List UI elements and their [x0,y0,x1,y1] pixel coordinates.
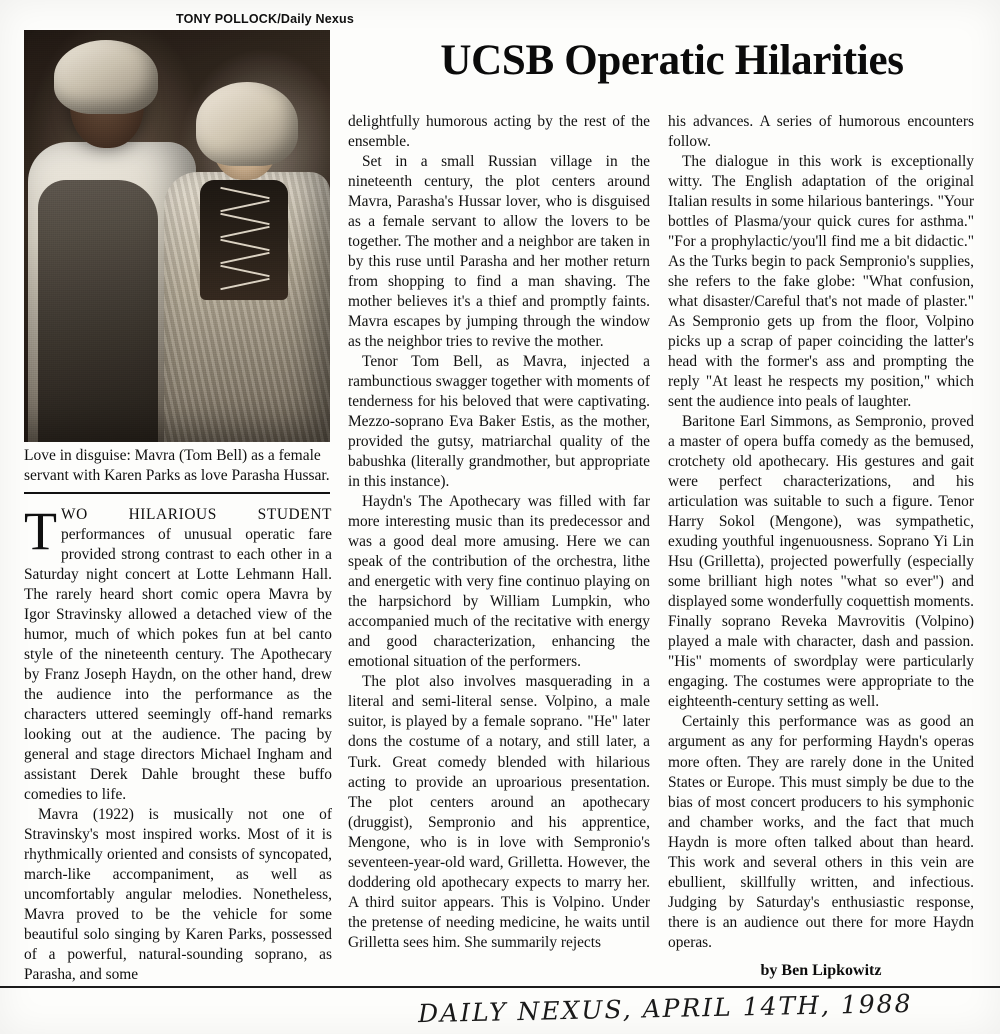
opening-small-caps: WO HILARIOUS STUDENT [61,506,332,523]
paragraph: delightfully humorous acting by the rest of the ensemble. [348,113,650,151]
article-column-3 [668,112,974,953]
paragraph: Mavra (1922) is musically not one of Stravinsky's most inspired works. Most of it is rhythmically oriented and consists of syncopated, march-like accompaniment, as well as uncomfortably angular melodies. Nonetheless, Mavra proved to be the vehicle for some beautiful solo singing by Karen Parks, possessed of a powerful, natural-sounding soprano, as Parasha, and some [24,806,332,984]
photo-caption: Love in disguise: Mavra (Tom Bell) as a female servant with Karen Parks as love Parasha Hussar. [24,447,330,484]
article-column-2 [348,112,650,953]
article-column-1 [24,501,332,985]
paragraph: his advances. A series of humorous encounters follow. [668,113,974,151]
article-photograph [24,30,330,442]
article-byline: by Ben Lipkowitz [760,962,882,979]
photo-halftone-grain [24,30,330,442]
page-title: UCSB Operatic Hilarities [440,37,904,84]
paragraph: The plot also involves masquerading in a literal and semi-literal sense. Volpino, a male suitor, is played by a female soprano. "He" later dons the costume of a notary, and still later, a Turk. Great comedy blended with hilarious acting to provide an uproarious presentation. The plot centers around an apothecary (druggist), Sempronio and his apprentice, Mengone, who is in love with Sempronio's seventeen-year-old ward, Grilletta. However, the doddering old apothecary expects to marry her. A third suitor appears. This is Volpino. Under the pretense of needing medicine, he waits until Grilletta sees him. She summarily rejects [348,673,650,951]
caption-divider-rule [24,492,330,494]
paragraph-drop-cap [24,501,332,805]
drop-cap-letter: T [24,501,57,561]
handwritten-archive-note: DAILY NEXUS, APRIL 14TH, 1988 [417,988,913,1029]
paragraph: Haydn's The Apothecary was filled with far more interesting music than its predecessor and was a good deal more amusing. Here we can speak of the contribution of the orchestra, lithe and energetic with very fine continuo playing on the harpsichord by William Lumpkin, who accompanied much of the recitative with energy and good characterization, enhancing the emotional situation of the performers. [348,493,650,671]
page-bottom-rule [0,986,1000,988]
paragraph: Tenor Tom Bell, as Mavra, injected a rambunctious swagger together with moments of tenderness for his beloved that were captivating. Mezzo-soprano Eva Baker Estis, as the mother, provided the gutsy, matriarchal quality of the babushka (literally grandmother, but appropriate in this instance). [348,353,650,491]
photo-credit: TONY POLLOCK/Daily Nexus [176,12,354,26]
paragraph: Set in a small Russian village in the nineteenth century, the plot centers around Mavra, Parasha's Hussar lover, who is disguised as a female servant to allow the lovers to be together. The mother and a neighbor are taken in by this ruse until Parasha and her mother return from shopping to find a man shaving. The mother believes it's a thief and promptly faints. Mavra escapes by jumping through the window as the neighbor tries to revive the mother. [348,153,650,351]
paragraph: The dialogue in this work is exceptionally witty. The English adaptation of the original Italian results in some hilarious banterings. "Your bottles of Plasma/your quick cures for asthma." "For a prophylactic/you'll find me a bit didactic." As the Turks begin to pack Sempronio's supplies, she refers to the fake globe: "What confusion, what disaster/Careful that's not made of plaster." As Sempronio gets up from the floor, Volpino picks up a scrap of paper coinciding the latter's head with the former's ass and prompting the reply "At least he respects my position," which sent the audience into peals of laughter. [668,153,974,411]
paragraph: Certainly this performance was as good an argument as any for performing Haydn's operas more often. They are rarely done in the United States or Europe. This must simply be due to the bias of most concert producers to his symphonic and chamber works, and the fact that much Haydn is more often talked about than heard. This work and several others in this vein are ebullient, skillfully written, and infectious. Judging by Saturday's enthusiastic response, there is an audience out there for more Haydn operas. [668,713,974,951]
paragraph-text: performances of unusual operatic fare provided strong contrast to each other in a Saturday night concert at Lotte Lehmann Hall. The rarely heard short comic opera Mavra by Igor Stravinsky allowed a detached view of the humor, much of which pokes fun at bel canto style of the nineteenth century. The Apothecary by Franz Joseph Haydn, on the other hand, drew the audience into the performance as the characters uttered seemingly off-hand remarks looking out at the audience. The pacing by general and stage directors Michael Ingham and assistant Derek Dahle brought these buffo comedies to life. [24,526,332,804]
paragraph: Baritone Earl Simmons, as Sempronio, proved a master of opera buffa comedy as the bemused, crotchety old apothecary. His gestures and gait were perfect characterizations, and his articulation was suitable to such a figure. Tenor Harry Sokol (Mengone), was sympathetic, exuding youthful ingenuousness. Soprano Yi Lin Hsu (Grilletta), projected powerfully (especially some brilliant high notes "what so ever") and displayed some wonderfully coquettish moments. Finally soprano Reveka Mavrovitis (Volpino) played a male with character, dash and passion. "His" moments of swordplay were particularly engaging. The costumes were appropriate to the eighteenth-century setting as well. [668,413,974,711]
